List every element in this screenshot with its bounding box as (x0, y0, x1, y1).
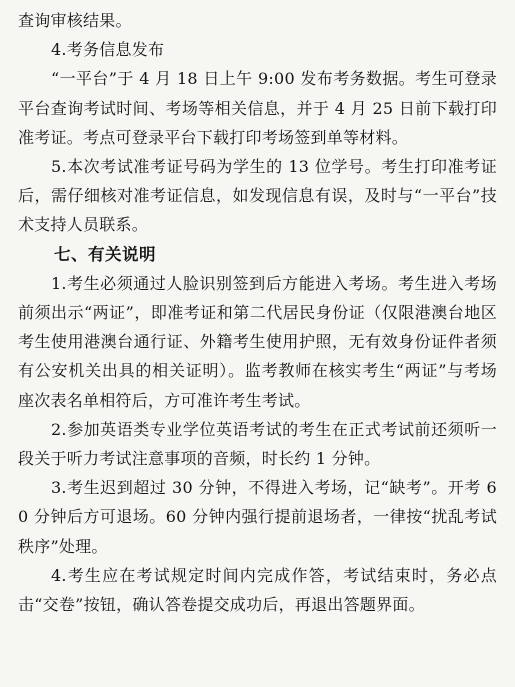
paragraph-continuation: 查询审核结果。 (18, 11, 132, 30)
section-heading-notes: 七、有关说明 (54, 244, 156, 264)
paragraph-exam-data-release: “一平台”于 4 月 18 日上午 9:00 发布考务数据。考生可登录平台查询考试时间、考场等相关信息，并于 4 月 25 日前下载打印准考证。考点可登录平台下载打印考场签到单等材料。 (18, 69, 497, 147)
paragraph-note-3-late-arrival: 3.考生迟到超过 30 分钟，不得进入考场，记“缺考”。开考 60 分钟后方可退场。60 分钟内强行提前退场者，一律按“扰乱考试秩序”处理。 (18, 478, 497, 556)
paragraph-note-2-listening-audio: 2.参加英语类专业学位英语考试的考生在正式考试前还须听一段关于听力考试注意事项的音频，时长约 1 分钟。 (18, 419, 497, 469)
paragraph-admission-ticket-number: 5.本次考试准考证号码为学生的 13 位学号。考生打印准考证后，需仔细核对准考证信息，如发现信息有误，及时与“一平台”技术支持人员联系。 (18, 157, 497, 235)
paragraph-note-1-face-recognition: 1.考生必须通过人脸识别签到后方能进入考场。考生进入考场前须出示“两证”，即准考证和第二代居民身份证（仅限港澳台地区考生使用港澳台通行证、外籍考生使用护照，无有效身份证件者须有公安机关出具的相关证明）。监考教师在核实考生“两证”与考场座次表名单相符后，方可准许考生考试。 (18, 273, 497, 410)
paragraph-note-4-submit-exam: 4.考生应在考试规定时间内完成作答，考试结束时，务必点击“交卷”按钮，确认答卷提交成功后，再退出答题界面。 (18, 565, 497, 615)
subheading-exam-info-release: 4.考务信息发布 (51, 40, 165, 60)
